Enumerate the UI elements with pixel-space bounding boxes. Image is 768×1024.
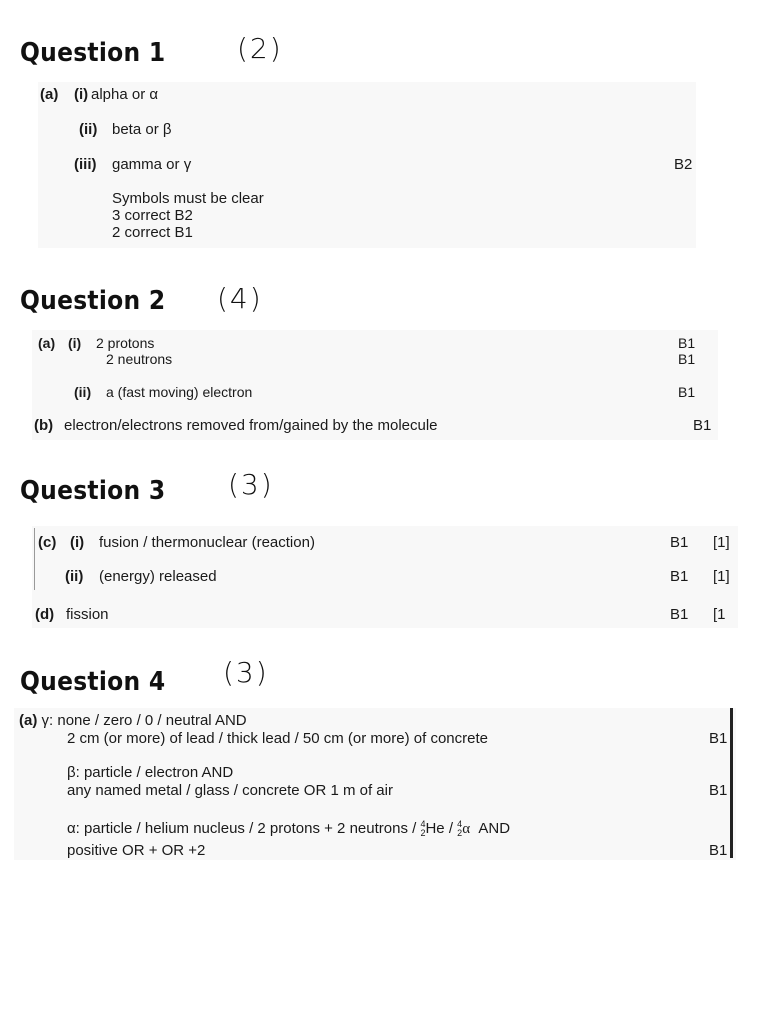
q2-part-b-label: (b) [34,417,54,434]
q1-note-1: Symbols must be clear [112,190,264,207]
question-1-score: (2) [237,32,283,65]
q4-mark-1: B1 [709,730,728,747]
q3-mark-1: B1 [670,534,689,551]
q4-he-atomic-number: 2 [420,828,426,839]
q3-total-1: [1] [713,534,730,551]
q1-part-a-label: (a) [40,86,59,103]
q4-separator: / [444,820,458,837]
q2-b-answer: electron/electrons removed from/gained by the molecule [64,417,438,434]
q4-alpha-mass-number: 4 [457,819,463,830]
q3-i-answer: fusion / thermonuclear (reaction) [99,534,315,551]
q1-part-ii-label: (ii) [79,121,98,138]
q2-mark-3: B1 [678,384,696,400]
q4-beta-head: β: particle / electron AND [67,764,234,781]
q2-i-answer-1: 2 protons [96,335,155,351]
q3-part-d-label: (d) [35,606,55,623]
q2-mark-4: B1 [693,417,712,434]
q1-i-answer: alpha or α [91,86,159,103]
q4-mark-3: B1 [709,842,728,859]
q1-mark: B2 [674,156,693,173]
q3-mark-2: B1 [670,568,689,585]
q4-alpha-body: positive OR + OR +2 [67,842,206,859]
q4-and: AND [478,820,511,837]
q3-mark-3: B1 [670,606,689,623]
q4-alpha-atomic-number: 2 [457,828,463,839]
q2-ii-answer: a (fast moving) electron [106,384,253,400]
q3-part-i-label: (i) [70,534,85,551]
q4-gamma-body: 2 cm (or more) of lead / thick lead / 50 cm (or more) of concrete [67,730,488,747]
q2-mark-2: B1 [678,351,696,367]
question-4-score: (3) [223,656,269,689]
q2-i-answer-2: 2 neutrons [106,351,173,367]
q1-part-i-label: (i) [74,86,89,103]
q4-beta-body: any named metal / glass / concrete OR 1 m of air [67,782,393,799]
q4-he-mass-number: 4 [420,819,426,830]
q1-note-2: 3 correct B2 [112,207,193,224]
q4-mark-2: B1 [709,782,728,799]
q1-iii-answer: gamma or γ [112,156,192,173]
question-2-title: Question 2 [20,286,166,316]
q3-total-2: [1] [713,568,730,585]
q3-ii-answer: (energy) released [99,568,217,585]
q3-part-ii-label: (ii) [65,568,84,585]
q4-part-a-label: (a) [19,712,38,729]
question-3-title: Question 3 [20,476,166,506]
question-1-title: Question 1 [20,38,166,68]
q1-note-3: 2 correct B1 [112,224,193,241]
q4-gamma-line [19,712,247,729]
q2-part-a-label: (a) [38,335,56,351]
q4-margin-bar [730,708,733,858]
q4-alpha-symbol: α [462,821,471,837]
q2-mark-1: B1 [678,335,696,351]
q3-part-c-label: (c) [38,534,57,551]
q4-gamma-head: γ: none / zero / 0 / neutral AND [41,712,247,729]
question-3-score: (3) [228,468,274,501]
q2-part-i-label: (i) [68,335,82,351]
q1-part-iii-label: (iii) [74,156,97,173]
q3-total-3: [1 [713,606,726,623]
q3-d-answer: fission [66,606,109,623]
q1-ii-answer: beta or β [112,121,172,138]
question-2-score: (4) [217,282,263,315]
q4-alpha-head [67,820,510,838]
q4-he-symbol: He [425,820,445,837]
q2-part-ii-label: (ii) [74,384,92,400]
question-4-title: Question 4 [20,667,166,697]
q3-margin-line [34,528,35,590]
q4-alpha-head-text: α: particle / helium nucleus / 2 protons + 2 neutrons / [67,820,421,837]
